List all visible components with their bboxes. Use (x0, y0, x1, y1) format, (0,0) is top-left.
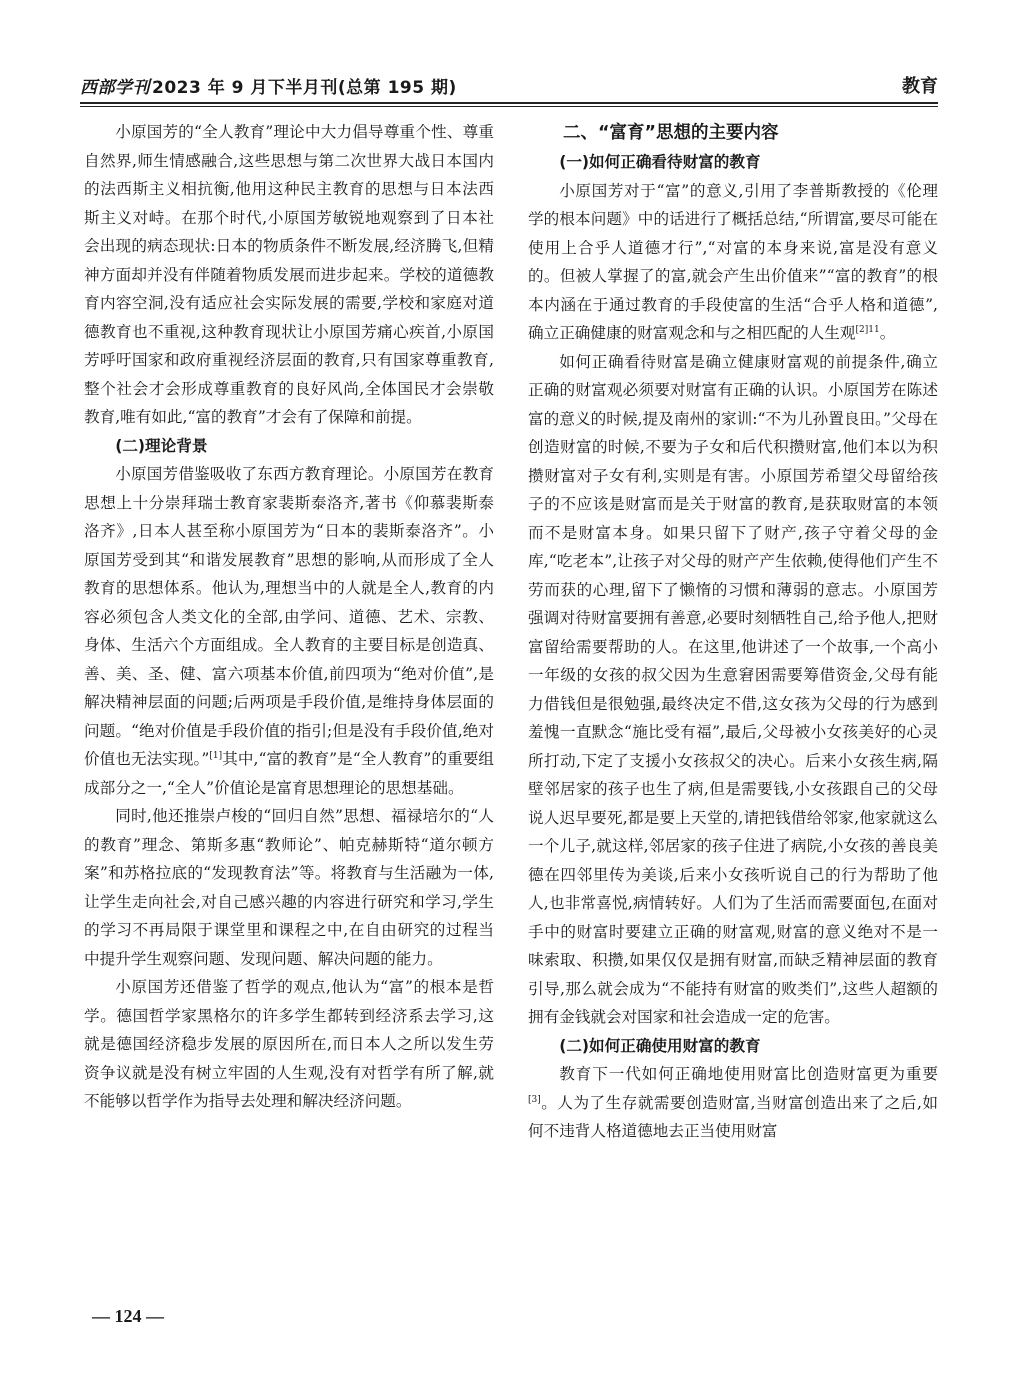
paragraph: 小原国芳还借鉴了哲学的观点,他认为“富”的根本是哲学。德国哲学家黑格尔的许多学生都转到经济系去学习,这就是德国经济稳步发展的原因所在,而日本人之所以发生劳资争议就是没有树立牢固的人生观,没有对哲学有所了解,就不能够以哲学作为指导去处理和解决经济问题。 (84, 978, 494, 1110)
issue-info: 2023 年 9 月下半月刊(总第 195 期) (152, 78, 457, 98)
paragraph: 同时,他还推崇卢梭的“回归自然”思想、福禄培尔的“人的教育”理念、第斯多惠“教师论”、帕克赫斯特“道尔顿方案”和苏格拉底的“发现教育法”等。将教育与生活融为一体,让学生走向社会,对自己感兴趣的内容进行研究和学习,学生的学习不再局限于课堂里和课程之中,在自由研究的过程当中提升学生观察问题、发现问题、解决问题的能力。 (84, 807, 494, 968)
section-heading: 二、“富育”思想的主要内容 (563, 123, 779, 143)
subsection-heading: (二)理论背景 (115, 436, 208, 455)
paragraph-text: 小原国芳对于“富”的意义,引用了李普斯教授的《伦理学的根本问题》中的话进行了概括总结,“所谓富,要尽可能在使用上合乎人道德才行”,“对富的本身来说,富是没有意义的。但被人掌握了的富,就会产生出价值来”“富的教育”的根本内涵在于通过教育的手段使富的生活“合乎人格和道德”,确立正确健康的财富观念和与之相匹配的人生观 (528, 181, 938, 342)
citation-ref: [1] (209, 750, 223, 761)
subsection-heading: (一)如何正确看待财富的教育 (559, 153, 761, 171)
paragraph-text: 其中,“富的教育”是“全人教育”的重要组成部分之一,“全人”价值论是富育思想理论的思想基础。 (84, 750, 494, 797)
paragraph-text: 教育下一代如何正确地使用财富比创造财富更为重要 (559, 1065, 938, 1083)
paragraph-text: 小原国芳借鉴吸收了东西方教育理论。小原国芳在教育思想上十分崇拜瑞士教育家裴斯泰洛齐,著书《仰慕裴斯泰洛齐》,日本人甚至称小原国芳为“日本的裴斯泰洛齐”。小原国芳受到其“和谐发展教育”思想的影响,从而形成了全人教育的思想体系。他认为,理想当中的人就是全人,教育的内容必须包含人类文化的全部,由学问、道德、艺术、宗教、身体、生活六个方面组成。全人教育的主要目标是创造真、善、美、圣、健、富六项基本价值,前四项为“绝对价值”,是解决精神层面的问题;后两项是手段价值,是维持身体层面的问题。“绝对价值是手段价值的指引;但是没有手段价值,绝对价值也无法实现。” (84, 465, 494, 768)
paragraph: 如何正确看待财富是确立健康财富观的前提条件,确立正确的财富观必须要对财富有正确的认识。小原国芳在陈述富的意义的时候,提及南州的家训:“不为儿孙置良田。”父母在创造财富的时候,不要为子女和后代积攒财富,他们本以为积攒财富对子女有利,实则是有害。小原国芳希望父母留给孩子的不应该是财富而是关于财富的教育,是获取财富的本领而不是财富本身。如果只留下了财产,孩子守着父母的金库,“吃老本”,让孩子对父母的财产产生依赖,使得他们产生不劳而获的心理,留下了懒惰的习惯和薄弱的意志。小原国芳强调对待财富要拥有善意,必要时刻牺牲自己,给予他人,把财富留给需要帮助的人。在这里,他讲述了一个故事,一个高小一年级的女孩的叔父因为生意窘困需要筹借资金,父母有能力借钱但是很勉强,最终决定不借,这女孩为父母的行为感到羞愧一直默念“施比受有福”,最后,父母被小女孩美好的心灵所打动,下定了支援小女孩叔父的决心。后来小女孩生病,隔壁邻居家的孩子也生了病,但是需要钱,小女孩跟自己的父母说人迟早要死,都是要上天堂的,请把钱借给邻家,他家就这么一个儿子,就这样,邻居家的孩子住进了病院,小女孩的善良美德在四邻里传为美谈,后来小女孩听说自己的行为帮助了他人,也非常喜悦,病情转好。人们为了生活而需要面包,在面对手中的财富时要建立正确的财富观,财富的意义绝对不是一味索取、积攒,如果仅仅是拥有财富,而缺乏精神层面的教育引导,那么就会成为“不能持有财富的败类们”,这些人超额的拥有金钱就会对国家和社会造成一定的危害。 (528, 352, 938, 1026)
header-rule-thick (80, 102, 938, 104)
section-name: 教育 (902, 76, 938, 97)
header-rule-thin (80, 106, 938, 107)
paragraph (528, 1060, 938, 1146)
paragraph: 小原国芳的“全人教育”理论中大力倡导尊重个性、尊重自然界,师生情感融合,这些思想与第二次世界大战日本国内的法西斯主义相抗衡,他用这种民主教育的思想与日本法西斯主义对峙。在那个时代,小原国芳敏锐地观察到了日本社会出现的病态现状:日本的物质条件不断发展,经济腾飞,但精神方面却并没有伴随着物质发展而进步起来。学校的道德教育内容空洞,没有适应社会实际发展的需要,学校和家庭对道德教育也不重视,这种教育现状让小原国芳痛心疾首,小原国芳呼吁国家和政府重视经济层面的教育,只有国家尊重教育,整个社会才会形成尊重教育的良好风尚,全体国民才会崇敬教育,唯有如此,“富的教育”才会有了保障和前提。 (84, 123, 494, 426)
left-column (84, 118, 494, 1116)
citation-ref: [3] (528, 1094, 541, 1105)
running-header (80, 70, 938, 98)
page-number: — 124 — (92, 1306, 164, 1326)
right-column (528, 118, 938, 1146)
journal-issue-line (80, 73, 457, 98)
subsection-heading: (二)如何正确使用财富的教育 (559, 1036, 761, 1055)
paragraph-text: 。人为了生存就需要创造财富,当财富创造出来了之后,如何不违背人格道德地去正当使用财富 (528, 1093, 938, 1140)
paragraph-text: 。 (879, 324, 896, 342)
paragraph (528, 177, 938, 348)
citation-ref: [2]11 (855, 324, 880, 335)
paragraph (84, 460, 494, 802)
journal-logo: 西部学刊 (80, 78, 150, 98)
